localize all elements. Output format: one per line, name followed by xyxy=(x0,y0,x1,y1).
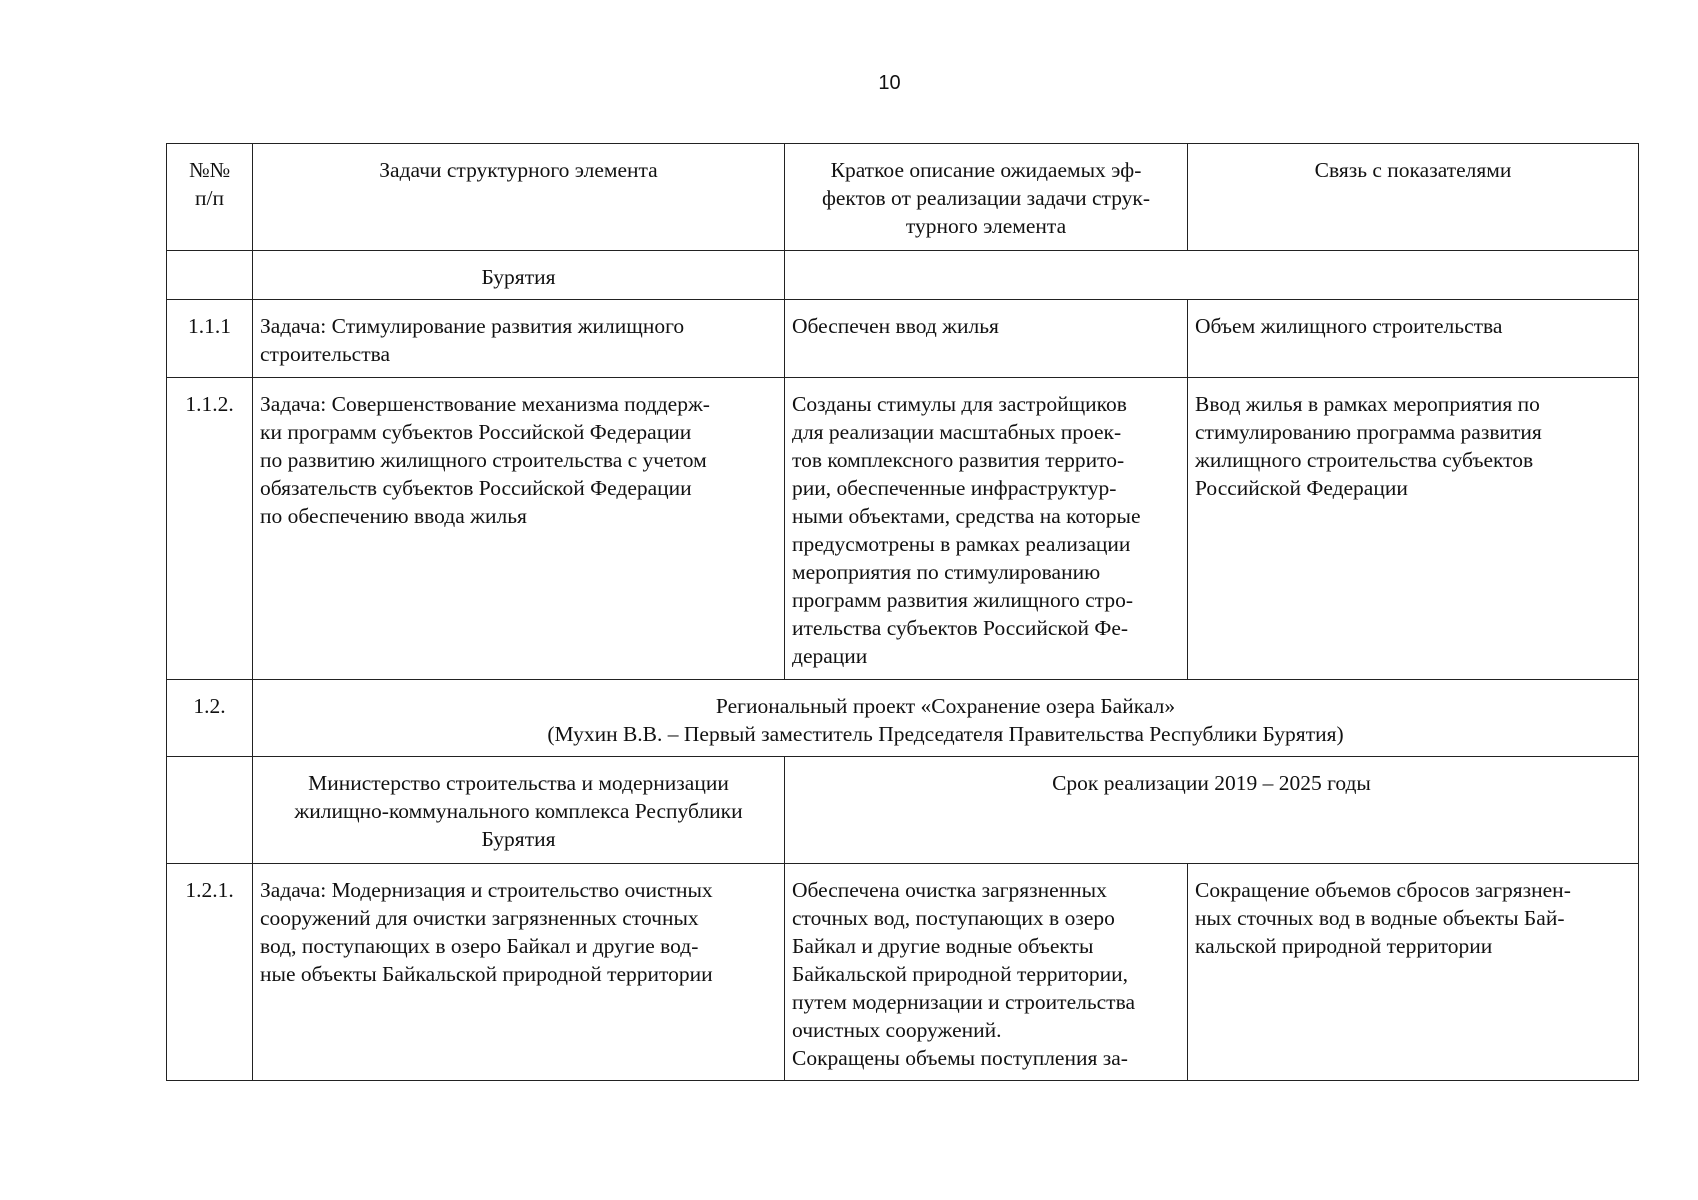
row-number: 1.2.1. xyxy=(167,864,253,1081)
row-number: 1.1.1 xyxy=(167,300,253,378)
task-cell: Задача: Совершенствование механизма поддерж- ки программ субъектов Российской Федерации по развитию жилищного строительства с учетом обязательств субъектов Российской Федерации по обеспечению ввода жилья xyxy=(253,378,785,680)
task-cell: Задача: Стимулирование развития жилищного строительства xyxy=(253,300,785,378)
cell-empty xyxy=(167,757,253,864)
term-cell: Срок реализации 2019 – 2025 годы xyxy=(785,757,1639,864)
header-num: №№ п/п xyxy=(167,144,253,251)
row-number: 1.1.2. xyxy=(167,378,253,680)
effect-cell: Обеспечен ввод жилья xyxy=(785,300,1188,378)
region-cell: Бурятия xyxy=(253,251,785,300)
task-cell: Задача: Модернизация и строительство очистных сооружений для очистки загрязненных сточных вод, поступающих в озеро Байкал и другие вод- ные объекты Байкальской природной территории xyxy=(253,864,785,1081)
table-header-row xyxy=(167,144,1639,251)
indicator-cell: Объем жилищного строительства xyxy=(1188,300,1639,378)
page-number: 10 xyxy=(878,72,901,94)
header-link: Связь с показателями xyxy=(1188,144,1639,251)
table-row xyxy=(167,680,1639,757)
cell-empty xyxy=(167,251,253,300)
indicator-cell: Сокращение объемов сбросов загрязнен- ных сточных вод в водные объекты Бай- кальской природной территории xyxy=(1188,864,1639,1081)
table-row xyxy=(167,864,1639,1081)
effect-cell: Обеспечена очистка загрязненных сточных вод, поступающих в озеро Байкал и другие водные объекты Байкальской природной территории, путем модернизации и строительства очистных сооружений. Сокращены объемы поступления за- xyxy=(785,864,1188,1081)
indicator-cell: Ввод жилья в рамках мероприятия по стимулированию программа развития жилищного строительства субъектов Российской Федерации xyxy=(1188,378,1639,680)
project-title-cell: Региональный проект «Сохранение озера Байкал» (Мухин В.В. – Первый заместитель Председателя Правительства Республики Бурятия) xyxy=(253,680,1639,757)
table-row xyxy=(167,300,1639,378)
table-row xyxy=(167,378,1639,680)
measures-table xyxy=(166,143,1639,1081)
cell-empty xyxy=(785,251,1639,300)
table-row xyxy=(167,757,1639,864)
header-effects: Краткое описание ожидаемых эф- фектов от реализации задачи струк- турного элемента xyxy=(785,144,1188,251)
header-tasks: Задачи структурного элемента xyxy=(253,144,785,251)
ministry-cell: Министерство строительства и модернизации жилищно-коммунального комплекса Республики Бурятия xyxy=(253,757,785,864)
table-row xyxy=(167,251,1639,300)
row-number: 1.2. xyxy=(167,680,253,757)
effect-cell: Созданы стимулы для застройщиков для реализации масштабных проек- тов комплексного развития террито- рии, обеспеченные инфраструктур- ными объектами, средства на которые предусмотрены в рамках реализации мероприятия по стимулированию программ развития жилищного стро- ительства субъектов Российской Фе- дерации xyxy=(785,378,1188,680)
